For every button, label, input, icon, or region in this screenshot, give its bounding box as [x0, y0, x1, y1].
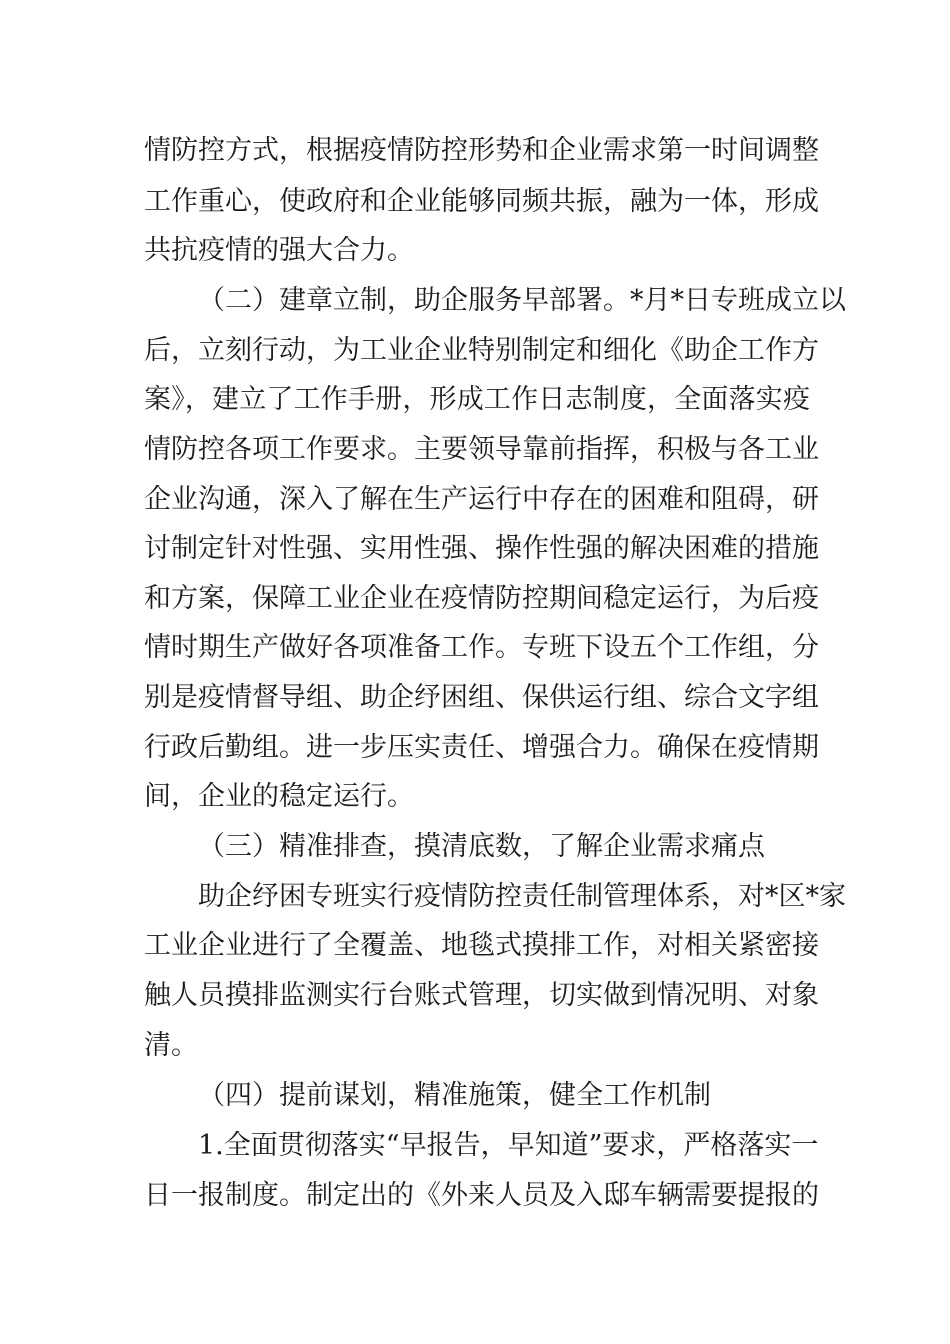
text-line: 1.全面贯彻落实“早报告，早知道”要求，严格落实一: [198, 1130, 819, 1161]
text-line: 工作重心，使政府和企业能够同频共振，融为一体，形成: [144, 186, 819, 217]
text-line: 工业企业进行了全覆盖、地毯式摸排工作，对相关紧密接: [144, 930, 819, 961]
text-line: 情防控方式，根据疫情防控形势和企业需求第一时间调整: [144, 135, 819, 166]
text-line: 后，立刻行动，为工业企业特别制定和细化《助企工作方: [144, 335, 819, 366]
text-line: 情时期生产做好各项准备工作。专班下设五个工作组，分: [144, 632, 819, 663]
text-line: 清。: [144, 1030, 198, 1061]
section-heading: （二）建章立制，助企服务早部署。*月*日专班成立以: [198, 285, 846, 316]
text-line: 共抗疫情的强大合力。: [144, 235, 414, 266]
text-line: 间，企业的稳定运行。: [144, 781, 414, 812]
text-line: 和方案，保障工业企业在疫情防控期间稳定运行，为后疫: [144, 583, 819, 614]
text-line: 触人员摸排监测实行台账式管理，切实做到情况明、对象: [144, 980, 819, 1011]
text-line: 助企纾困专班实行疫情防控责任制管理体系，对*区*家: [198, 881, 846, 912]
section-heading: （三）精准排查，摸清底数，了解企业需求痛点: [198, 831, 765, 862]
text-line: 日一报制度。制定出的《外来人员及入邸车辆需要提报的: [144, 1180, 819, 1211]
section-heading: （四）提前谋划，精准施策，健全工作机制: [198, 1080, 711, 1111]
text-line: 案》，建立了工作手册，形成工作日志制度，全面落实疫: [144, 384, 810, 415]
text-line: 讨制定针对性强、实用性强、操作性强的解决困难的措施: [144, 533, 819, 564]
text-line: 情防控各项工作要求。主要领导靠前指挥，积极与各工业: [144, 434, 819, 465]
text-line: 别是疫情督导组、助企纾困组、保供运行组、综合文字组: [144, 682, 819, 713]
text-line: 企业沟通，深入了解在生产运行中存在的困难和阻碍，研: [144, 484, 819, 515]
text-line: 行政后勤组。进一步压实责任、增强合力。确保在疫情期: [144, 732, 819, 763]
